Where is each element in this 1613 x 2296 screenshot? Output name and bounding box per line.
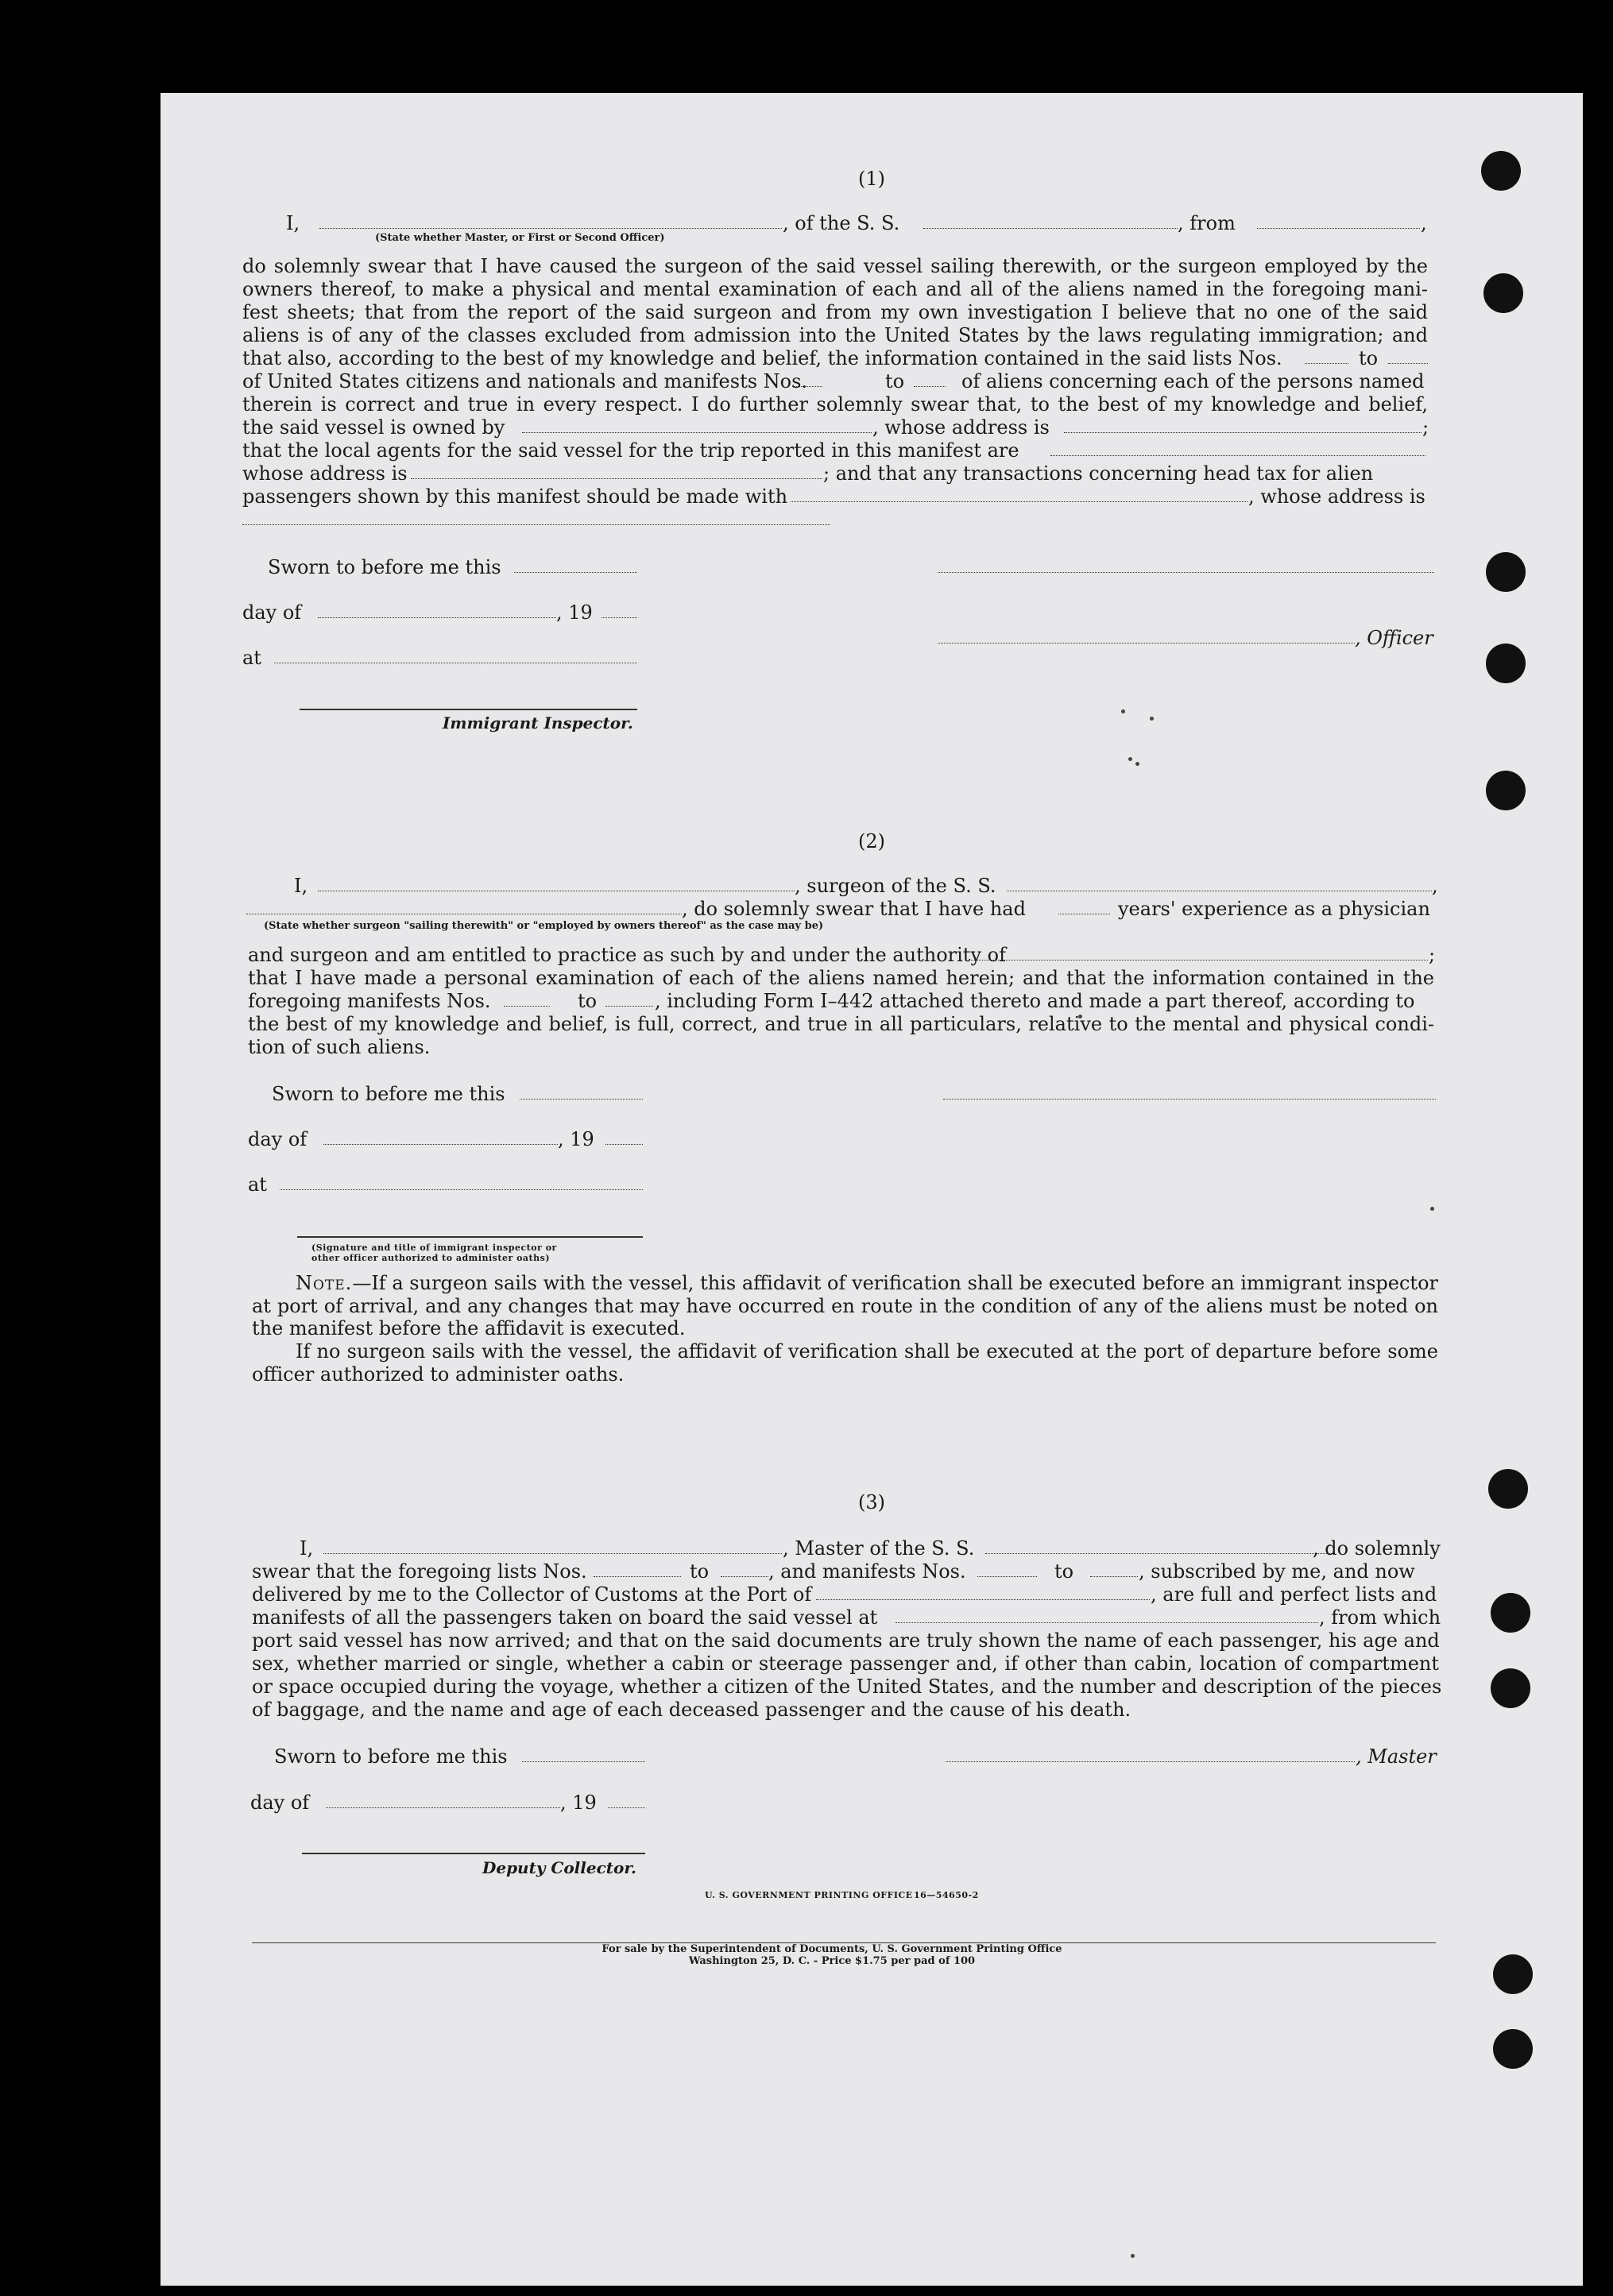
s3-manifests-to-blank[interactable] (1090, 1575, 1138, 1577)
s1-month-blank[interactable] (318, 616, 556, 618)
officer-signature-blank[interactable] (938, 641, 1355, 644)
s1-manifests-line: of United States citizens and nationals and manifests Nos. (242, 370, 808, 392)
s2-year-blank[interactable] (605, 1142, 643, 1145)
punch-hole (1493, 1954, 1533, 1994)
s3-line2-to2: to (1054, 1560, 1074, 1583)
manifests-from-blank[interactable] (792, 385, 822, 387)
s2-line1-i: I, (294, 875, 308, 897)
note-paragraph-1 (252, 1272, 1438, 1340)
officer-note: (State whether Master, or First or Second Officer) (375, 232, 665, 244)
s1-passengers-line: passengers shown by this manifest should be made with (242, 485, 788, 508)
years-blank[interactable] (1058, 912, 1110, 914)
s2-sworn-day-blank[interactable] (520, 1097, 643, 1100)
s2-line3-end: ; (1429, 944, 1436, 966)
s3-lists-from-blank[interactable] (594, 1575, 681, 1577)
s3-manifests-from-blank[interactable] (977, 1575, 1037, 1577)
s3-line3-end: , are full and perfect lists and (1151, 1583, 1437, 1606)
head-tax-contact-blank[interactable] (791, 500, 1247, 502)
sale-line-1: For sale by the Superintendent of Documents, U. S. Government Printing Office (601, 1943, 1062, 1955)
s2-line5: foregoing manifests Nos. (248, 990, 491, 1012)
s2-line1-end: , (1432, 875, 1438, 897)
punch-hole (1491, 1593, 1530, 1633)
section-3-number: (3) (858, 1491, 885, 1513)
s3-line4: manifests of all the passengers taken on board the said vessel at (252, 1606, 878, 1629)
form-number: 16—54650-2 (914, 1890, 979, 1900)
s3-line3: delivered by me to the Collector of Customs at the Port of (252, 1583, 812, 1606)
s1-place-blank[interactable] (274, 661, 637, 663)
s2-line4: that I have made a personal examination of each of the aliens named herein; and that the information contained in the (248, 967, 1434, 989)
s3-line2: swear that the foregoing lists Nos. (252, 1560, 587, 1583)
s1-line1-i: I, (286, 212, 300, 234)
section-1-number: (1) (858, 168, 885, 190)
authority-blank[interactable] (971, 958, 1428, 961)
master-signature-blank[interactable] (946, 1760, 1355, 1762)
s1-line1-from: , from (1178, 212, 1236, 234)
s3-vessel-blank[interactable] (985, 1552, 1335, 1554)
s1-line1-end: , (1421, 212, 1427, 234)
punch-hole (1493, 2029, 1533, 2069)
manifests-to-blank[interactable] (914, 385, 946, 387)
s2-nineteen: , 19 (558, 1128, 594, 1150)
s3-day-of: day of (250, 1792, 310, 1814)
sale-info (474, 1943, 1189, 1967)
s2-line7: tion of such aliens. (248, 1036, 431, 1058)
s2-line3: and surgeon and am entitled to practice as such by and under the authority of (248, 944, 1006, 966)
signature-note-1: (Signature and title of immigrant inspector or (311, 1243, 557, 1253)
s3-line2-mid: , and manifests Nos. (768, 1560, 966, 1583)
punch-hole (1483, 273, 1523, 313)
s2-at: at (248, 1173, 267, 1196)
printing-office: U. S. GOVERNMENT PRINTING OFFICE (705, 1890, 913, 1900)
surgeon-type-blank[interactable] (246, 912, 682, 914)
punch-hole (1486, 771, 1526, 810)
inspector-2-signature-line[interactable] (297, 1235, 643, 1238)
master-label: , Master (1356, 1745, 1437, 1768)
s2-line6: the best of my knowledge and belief, is full, correct, and true in all particulars, relative to the mental and physical condi- (248, 1013, 1434, 1035)
surgeon-name-blank[interactable] (318, 889, 795, 891)
s2-line5-end: , including Form I–442 attached thereto and made a part thereof, according to (655, 990, 1415, 1012)
lists-from-blank[interactable] (1305, 361, 1348, 364)
signature-note-2: other officer authorized to administer oaths) (311, 1253, 551, 1263)
s3-line2-to: to (690, 1560, 710, 1583)
head-tax-address-blank[interactable] (242, 523, 830, 525)
s3-text-line: of baggage, and the name and age of each deceased passenger and the cause of his death. (252, 1699, 1131, 1721)
s3-sworn: Sworn to before me this (274, 1745, 508, 1768)
s1-nineteen: , 19 (556, 601, 593, 624)
owner-blank[interactable] (522, 431, 872, 433)
s1-text-line: aliens is of any of the classes excluded from admission into the United States by the laws regulating immigration; and (242, 324, 1428, 346)
agents-address-blank[interactable] (411, 477, 822, 479)
surgeon-note: (State whether surgeon "sailing therewith" or "employed by owners thereof" as the case may be) (264, 920, 824, 932)
s3-text-line: or space occupied during the voyage, whether a citizen of the United States, and the number and description of the pieces (252, 1676, 1442, 1698)
s3-year-blank[interactable] (608, 1806, 645, 1808)
s2-line1-mid: , surgeon of the S. S. (795, 875, 996, 897)
officer-name-blank[interactable] (319, 226, 782, 229)
punch-hole (1486, 644, 1526, 683)
s3-sworn-day-blank[interactable] (522, 1760, 645, 1762)
collector-signature-line[interactable] (302, 1851, 645, 1854)
s3-nineteen: , 19 (560, 1792, 597, 1814)
punch-hole (1486, 552, 1526, 592)
s1-correct-line: therein is correct and true in every respect. I do further solemnly swear that, to the best of my knowledge and belief, (242, 393, 1428, 416)
s2-vessel-blank[interactable] (1007, 889, 1432, 891)
s1-owned-addr: , whose address is (872, 416, 1050, 439)
inspector-label: Immigrant Inspector. (443, 713, 633, 732)
section-2-number: (2) (858, 830, 885, 852)
agents-blank[interactable] (1050, 454, 1425, 456)
s2-line5-to: to (578, 990, 598, 1012)
s1-agents-addr: whose address is (242, 462, 408, 485)
collector-label: Deputy Collector. (482, 1858, 637, 1877)
note-text: —If a surgeon sails with the vessel, this affidavit of verification shall be executed before an immigrant inspector at port of arrival, and any changes that may have occurred en route in the condition of any of the aliens must be noted on the manifest before the affidavit is executed. (252, 1272, 1438, 1339)
embark-port-blank[interactable] (895, 1621, 1318, 1623)
s3-lists-to-blank[interactable] (721, 1575, 768, 1577)
s1-signature-blank[interactable] (938, 570, 1434, 573)
s3-line4-end: , from which (1319, 1606, 1441, 1629)
s1-head-tax: ; and that any transactions concerning head tax for alien (823, 462, 1374, 485)
s1-owned-end: ; (1422, 416, 1429, 439)
note-label: Note. (296, 1272, 353, 1294)
note-paragraph-2: If no surgeon sails with the vessel, the affidavit of verification shall be executed at the port of departure before some officer authorized to administer oaths. (252, 1340, 1438, 1386)
lists-to-blank[interactable] (1388, 361, 1428, 364)
s1-manifests-to: to (885, 370, 905, 392)
officer-label: , Officer (1355, 627, 1433, 649)
punch-hole (1491, 1668, 1530, 1708)
s2-place-blank[interactable] (280, 1188, 643, 1190)
s3-line2-end: , subscribed by me, and now (1139, 1560, 1415, 1583)
s2-day-of: day of (248, 1128, 308, 1150)
s3-line1-end: , do solemnly (1313, 1537, 1441, 1560)
vessel-name-blank[interactable] (923, 226, 1178, 229)
master-name-blank[interactable] (323, 1552, 782, 1554)
s2-sworn: Sworn to before me this (272, 1083, 505, 1105)
s2-manifests-to-blank[interactable] (605, 1004, 653, 1007)
s1-day-of: day of (242, 601, 302, 624)
s1-lists-to: to (1359, 347, 1379, 369)
s3-text-line: port said vessel has now arrived; and that on the said documents are truly shown the name of each passenger, his age and (252, 1629, 1440, 1652)
document-page (161, 93, 1583, 2286)
s1-at: at (242, 647, 261, 669)
sale-line-2: Washington 25, D. C. - Price $1.75 per pad of 100 (688, 1955, 976, 1967)
s2-swear: , do solemnly swear that I have had (682, 898, 1026, 920)
s1-text-line: do solemnly swear that I have caused the surgeon of the said vessel sailing therewith, or the surgeon employed by the (242, 255, 1428, 277)
owner-address-blank[interactable] (1064, 431, 1422, 433)
s1-owned-line: the said vessel is owned by (242, 416, 505, 439)
s1-manifests-end: of aliens concerning each of the persons named (961, 370, 1425, 392)
s2-years: years' experience as a physician (1118, 898, 1430, 920)
s1-lists-line: that also, according to the best of my knowledge and belief, the information contained in the said lists Nos. (242, 347, 1282, 369)
s1-year-blank[interactable] (601, 616, 637, 618)
s1-text-line: fest sheets; that from the report of the said surgeon and from my own investigation I believe that no one of the said (242, 301, 1428, 323)
s1-sworn: Sworn to before me this (268, 556, 501, 578)
inspector-signature-line[interactable] (300, 707, 637, 710)
s1-sworn-day-blank[interactable] (514, 570, 637, 573)
s1-passengers-end: , whose address is (1248, 485, 1425, 508)
s1-line1-ss: , of the S. S. (783, 212, 900, 234)
collector-port-blank[interactable] (816, 1598, 1150, 1600)
s2-manifests-from-blank[interactable] (504, 1004, 550, 1007)
s3-line1-mid: , Master of the S. S. (783, 1537, 975, 1560)
s1-agents-line: that the local agents for the said vessel for the trip reported in this manifest are (242, 439, 1019, 462)
s2-month-blank[interactable] (323, 1142, 558, 1145)
s1-text-line: owners thereof, to make a physical and mental examination of each and all of the aliens named in the foregoing mani- (242, 278, 1428, 300)
from-port-blank[interactable] (1257, 226, 1420, 229)
s3-month-blank[interactable] (326, 1806, 560, 1808)
surgeon-signature-blank[interactable] (943, 1097, 1436, 1100)
s3-text-line: sex, whether married or single, whether a cabin or steerage passenger and, if other than cabin, location of compartment (252, 1652, 1439, 1675)
s3-line1-i: I, (300, 1537, 314, 1560)
